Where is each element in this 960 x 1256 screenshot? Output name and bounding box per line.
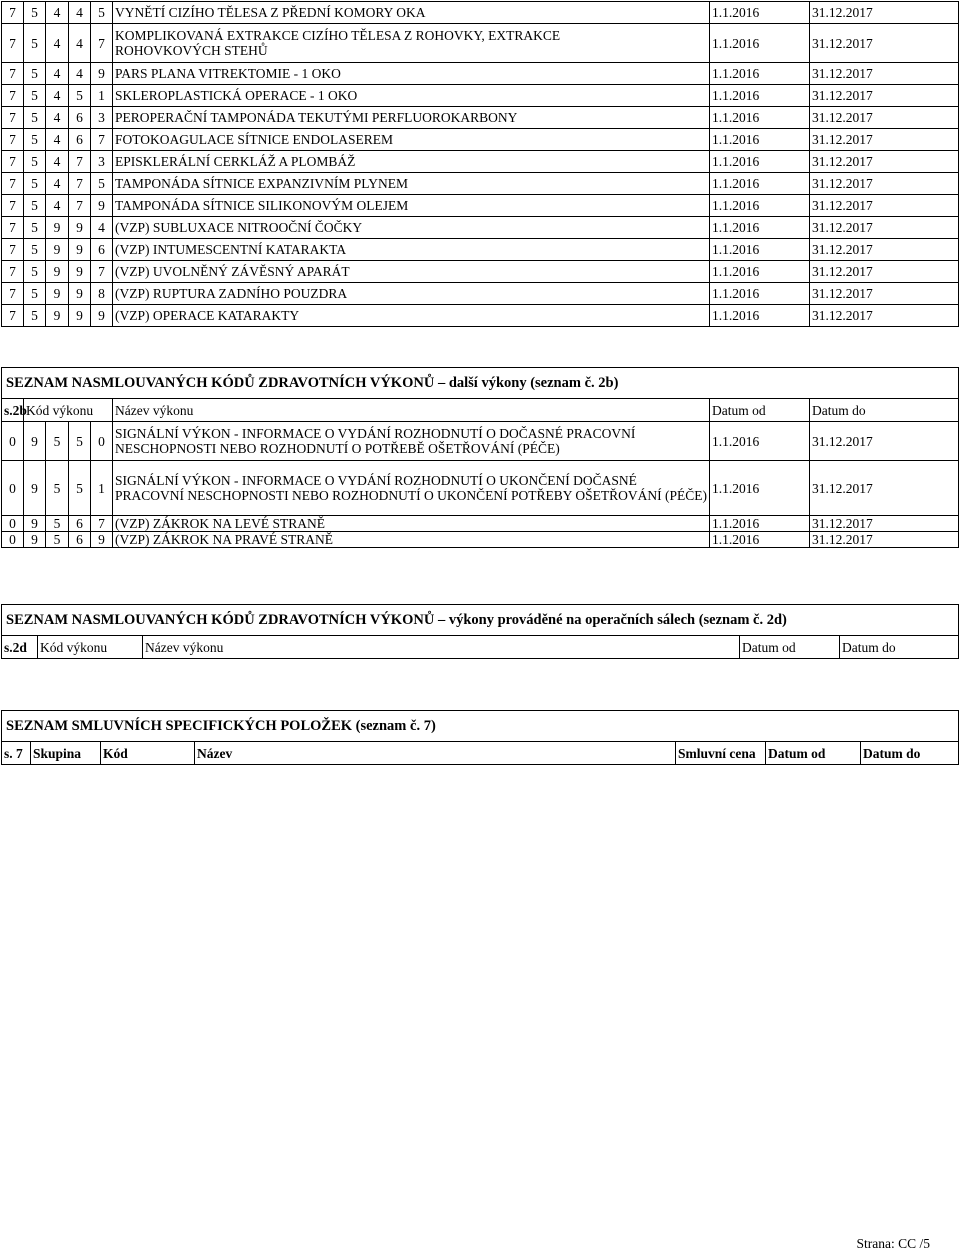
code-digit: 5 bbox=[24, 24, 46, 63]
col-header-name: Název výkonu bbox=[113, 399, 710, 422]
table-row bbox=[2, 239, 959, 261]
procedure-name: (VZP) ZÁKROK NA LEVÉ STRANĚ bbox=[113, 516, 710, 532]
code-digit: 9 bbox=[46, 217, 69, 239]
code-digit: 0 bbox=[2, 461, 24, 516]
code-digit: 4 bbox=[46, 2, 69, 24]
date-to: 31.12.2017 bbox=[810, 195, 959, 217]
code-digit: 7 bbox=[2, 63, 24, 85]
table-row bbox=[2, 516, 959, 532]
procedure-name: EPISKLERÁLNÍ CERKLÁŽ A PLOMBÁŽ bbox=[113, 151, 710, 173]
code-digit: 7 bbox=[91, 261, 113, 283]
code-digit: 5 bbox=[24, 217, 46, 239]
code-digit: 5 bbox=[91, 173, 113, 195]
list-2d-table bbox=[1, 604, 959, 659]
procedure-name: (VZP) UVOLNĚNÝ ZÁVĚSNÝ APARÁT bbox=[113, 261, 710, 283]
code-digit: 5 bbox=[24, 239, 46, 261]
date-to: 31.12.2017 bbox=[810, 129, 959, 151]
code-digit: 5 bbox=[91, 2, 113, 24]
code-digit: 6 bbox=[69, 532, 91, 548]
code-digit: 5 bbox=[24, 63, 46, 85]
date-from: 1.1.2016 bbox=[710, 283, 810, 305]
code-digit: 9 bbox=[24, 461, 46, 516]
col-header-code: s.2b bbox=[2, 399, 24, 422]
table-row bbox=[2, 85, 959, 107]
procedure-name: VYNĚTÍ CIZÍHO TĚLESA Z PŘEDNÍ KOMORY OKA bbox=[113, 2, 710, 24]
date-from: 1.1.2016 bbox=[710, 195, 810, 217]
code-digit: 0 bbox=[2, 422, 24, 461]
code-digit: 5 bbox=[24, 195, 46, 217]
code-digit: 5 bbox=[69, 85, 91, 107]
date-from: 1.1.2016 bbox=[710, 217, 810, 239]
table-row bbox=[2, 283, 959, 305]
table-row bbox=[2, 261, 959, 283]
col-header-to: Datum do bbox=[861, 742, 959, 765]
procedure-name: TAMPONÁDA SÍTNICE EXPANZIVNÍM PLYNEM bbox=[113, 173, 710, 195]
date-to: 31.12.2017 bbox=[810, 151, 959, 173]
code-digit: 7 bbox=[91, 516, 113, 532]
code-digit: 7 bbox=[2, 195, 24, 217]
date-from: 1.1.2016 bbox=[710, 461, 810, 516]
code-digit: 5 bbox=[24, 283, 46, 305]
procedure-name: (VZP) ZÁKROK NA PRAVÉ STRANĚ bbox=[113, 532, 710, 548]
code-digit: 4 bbox=[91, 217, 113, 239]
code-digit: 4 bbox=[46, 195, 69, 217]
code-digit: 7 bbox=[91, 24, 113, 63]
date-from: 1.1.2016 bbox=[710, 129, 810, 151]
code-digit: 7 bbox=[2, 24, 24, 63]
code-digit: 5 bbox=[24, 2, 46, 24]
code-digit: 9 bbox=[46, 261, 69, 283]
code-digit: 1 bbox=[91, 85, 113, 107]
date-to: 31.12.2017 bbox=[810, 239, 959, 261]
procedure-name: KOMPLIKOVANÁ EXTRAKCE CIZÍHO TĚLESA Z ROHOVKY, EXTRAKCE ROHOVKOVÝCH STEHŮ bbox=[113, 24, 710, 63]
col-header-name: Název výkonu bbox=[143, 636, 740, 659]
code-digit: 8 bbox=[91, 283, 113, 305]
col-header-to: Datum do bbox=[810, 399, 959, 422]
code-digit: 7 bbox=[69, 195, 91, 217]
code-digit: 5 bbox=[69, 461, 91, 516]
code-digit: 9 bbox=[46, 239, 69, 261]
table-row bbox=[2, 422, 959, 461]
code-digit: 9 bbox=[91, 305, 113, 327]
col-header-kod: Kód výkonu bbox=[24, 399, 113, 422]
code-digit: 7 bbox=[2, 173, 24, 195]
procedure-table bbox=[1, 1, 959, 327]
code-digit: 9 bbox=[91, 195, 113, 217]
code-digit: 5 bbox=[46, 516, 69, 532]
code-digit: 4 bbox=[46, 24, 69, 63]
code-digit: 5 bbox=[46, 532, 69, 548]
code-digit: 1 bbox=[91, 461, 113, 516]
date-from: 1.1.2016 bbox=[710, 239, 810, 261]
col-header-from: Datum od bbox=[740, 636, 840, 659]
code-digit: 4 bbox=[69, 2, 91, 24]
list-2b-table bbox=[1, 367, 959, 548]
code-digit: 5 bbox=[24, 173, 46, 195]
col-header-code: s.2d bbox=[2, 636, 38, 659]
procedure-name: TAMPONÁDA SÍTNICE SILIKONOVÝM OLEJEM bbox=[113, 195, 710, 217]
table-row bbox=[2, 63, 959, 85]
date-from: 1.1.2016 bbox=[710, 422, 810, 461]
col-header-to: Datum do bbox=[840, 636, 959, 659]
code-digit: 0 bbox=[91, 422, 113, 461]
code-digit: 9 bbox=[46, 283, 69, 305]
code-digit: 9 bbox=[24, 532, 46, 548]
code-digit: 5 bbox=[24, 129, 46, 151]
list-2b-title-main: SEZNAM NASMLOUVANÝCH KÓDŮ ZDRAVOTNÍCH VÝKONŮ bbox=[6, 374, 435, 391]
code-digit: 5 bbox=[69, 422, 91, 461]
date-to: 31.12.2017 bbox=[810, 24, 959, 63]
code-digit: 9 bbox=[69, 239, 91, 261]
table-row bbox=[2, 217, 959, 239]
procedure-name: SKLEROPLASTICKÁ OPERACE - 1 OKO bbox=[113, 85, 710, 107]
code-digit: 4 bbox=[46, 173, 69, 195]
code-digit: 7 bbox=[91, 129, 113, 151]
code-digit: 7 bbox=[2, 85, 24, 107]
date-from: 1.1.2016 bbox=[710, 24, 810, 63]
code-digit: 9 bbox=[24, 422, 46, 461]
col-header-price: Smluvní cena bbox=[676, 742, 766, 765]
code-digit: 7 bbox=[2, 261, 24, 283]
list-2d-title bbox=[2, 605, 959, 636]
col-header-from: Datum od bbox=[710, 399, 810, 422]
date-to: 31.12.2017 bbox=[810, 261, 959, 283]
list-2d-header-row bbox=[2, 636, 959, 659]
procedure-name: (VZP) RUPTURA ZADNÍHO POUZDRA bbox=[113, 283, 710, 305]
code-digit: 6 bbox=[69, 129, 91, 151]
col-header-kod: Kód výkonu bbox=[38, 636, 143, 659]
date-to: 31.12.2017 bbox=[810, 63, 959, 85]
table-row bbox=[2, 532, 959, 548]
date-from: 1.1.2016 bbox=[710, 2, 810, 24]
date-to: 31.12.2017 bbox=[810, 283, 959, 305]
code-digit: 7 bbox=[2, 2, 24, 24]
code-digit: 7 bbox=[69, 151, 91, 173]
code-digit: 7 bbox=[2, 107, 24, 129]
list-2b-title-sub: – další výkony (seznam č. 2b) bbox=[434, 374, 619, 391]
table-row bbox=[2, 173, 959, 195]
code-digit: 5 bbox=[24, 151, 46, 173]
procedure-name: PEROPERAČNÍ TAMPONÁDA TEKUTÝMI PERFLUOROKARBONY bbox=[113, 107, 710, 129]
code-digit: 0 bbox=[2, 532, 24, 548]
code-digit: 9 bbox=[69, 283, 91, 305]
date-to: 31.12.2017 bbox=[810, 85, 959, 107]
date-from: 1.1.2016 bbox=[710, 305, 810, 327]
code-digit: 9 bbox=[69, 261, 91, 283]
code-digit: 6 bbox=[91, 239, 113, 261]
date-from: 1.1.2016 bbox=[710, 261, 810, 283]
code-digit: 5 bbox=[24, 261, 46, 283]
list-7-table bbox=[1, 710, 959, 765]
date-to: 31.12.2017 bbox=[810, 173, 959, 195]
code-digit: 7 bbox=[2, 151, 24, 173]
col-header-name: Název bbox=[195, 742, 676, 765]
date-from: 1.1.2016 bbox=[710, 85, 810, 107]
date-from: 1.1.2016 bbox=[710, 532, 810, 548]
code-digit: 9 bbox=[24, 516, 46, 532]
code-digit: 7 bbox=[2, 283, 24, 305]
code-digit: 7 bbox=[2, 217, 24, 239]
code-digit: 7 bbox=[2, 305, 24, 327]
code-digit: 4 bbox=[69, 63, 91, 85]
code-digit: 7 bbox=[2, 239, 24, 261]
list-7-title: SEZNAM SMLUVNÍCH SPECIFICKÝCH POLOŽEK (seznam č. 7) bbox=[2, 711, 959, 742]
table-row bbox=[2, 151, 959, 173]
date-to: 31.12.2017 bbox=[810, 532, 959, 548]
table-row bbox=[2, 129, 959, 151]
date-from: 1.1.2016 bbox=[710, 107, 810, 129]
table-row bbox=[2, 2, 959, 24]
code-digit: 3 bbox=[91, 107, 113, 129]
list-7-header-row bbox=[2, 742, 959, 765]
code-digit: 9 bbox=[46, 305, 69, 327]
date-to: 31.12.2017 bbox=[810, 217, 959, 239]
col-header-code: s. 7 bbox=[2, 742, 31, 765]
date-to: 31.12.2017 bbox=[810, 516, 959, 532]
col-header-group: Skupina bbox=[31, 742, 101, 765]
code-digit: 5 bbox=[46, 422, 69, 461]
code-digit: 7 bbox=[2, 129, 24, 151]
date-to: 31.12.2017 bbox=[810, 422, 959, 461]
code-digit: 4 bbox=[46, 63, 69, 85]
code-digit: 5 bbox=[24, 107, 46, 129]
code-digit: 6 bbox=[69, 107, 91, 129]
code-digit: 4 bbox=[46, 129, 69, 151]
code-digit: 4 bbox=[69, 24, 91, 63]
date-from: 1.1.2016 bbox=[710, 173, 810, 195]
procedure-name: FOTOKOAGULACE SÍTNICE ENDOLASEREM bbox=[113, 129, 710, 151]
date-to: 31.12.2017 bbox=[810, 107, 959, 129]
list-2d-title-sub: – výkony prováděné na operačních sálech (seznam č. 2d) bbox=[434, 611, 787, 628]
procedure-name: SIGNÁLNÍ VÝKON - INFORMACE O VYDÁNÍ ROZHODNUTÍ O UKONČENÍ DOČASNÉ PRACOVNÍ NESCHOPNOSTI NEBO ROZHODNUTÍ O UKONČENÍ POTŘEBY OŠETŘOVÁNÍ (PÉČE) bbox=[113, 461, 710, 516]
date-from: 1.1.2016 bbox=[710, 63, 810, 85]
list-2b-title bbox=[2, 368, 959, 399]
code-digit: 7 bbox=[69, 173, 91, 195]
procedure-name: PARS PLANA VITREKTOMIE - 1 OKO bbox=[113, 63, 710, 85]
table-row bbox=[2, 461, 959, 516]
procedure-name: SIGNÁLNÍ VÝKON - INFORMACE O VYDÁNÍ ROZHODNUTÍ O DOČASNÉ PRACOVNÍ NESCHOPNOSTI NEBO ROZHODNUTÍ O POTŘEBĚ OŠETŘOVÁNÍ (PÉČE) bbox=[113, 422, 710, 461]
col-header-kod: Kód bbox=[101, 742, 195, 765]
table-row bbox=[2, 107, 959, 129]
date-to: 31.12.2017 bbox=[810, 305, 959, 327]
code-digit: 9 bbox=[69, 217, 91, 239]
date-from: 1.1.2016 bbox=[710, 151, 810, 173]
code-digit: 9 bbox=[91, 532, 113, 548]
procedure-name: (VZP) OPERACE KATARAKTY bbox=[113, 305, 710, 327]
code-digit: 3 bbox=[91, 151, 113, 173]
code-digit: 6 bbox=[69, 516, 91, 532]
procedure-name: (VZP) INTUMESCENTNÍ KATARAKTA bbox=[113, 239, 710, 261]
code-digit: 4 bbox=[46, 85, 69, 107]
date-from: 1.1.2016 bbox=[710, 516, 810, 532]
code-digit: 4 bbox=[46, 107, 69, 129]
procedure-name: (VZP) SUBLUXACE NITROOČNÍ ČOČKY bbox=[113, 217, 710, 239]
list-2d-title-main: SEZNAM NASMLOUVANÝCH KÓDŮ ZDRAVOTNÍCH VÝKONŮ bbox=[6, 611, 435, 628]
table-row bbox=[2, 305, 959, 327]
code-digit: 9 bbox=[69, 305, 91, 327]
page-number: Strana: CC /5 bbox=[856, 1236, 930, 1251]
list-2b-header-row bbox=[2, 399, 959, 422]
date-to: 31.12.2017 bbox=[810, 2, 959, 24]
code-digit: 5 bbox=[24, 305, 46, 327]
code-digit: 9 bbox=[91, 63, 113, 85]
code-digit: 0 bbox=[2, 516, 24, 532]
table-row bbox=[2, 195, 959, 217]
table-row bbox=[2, 24, 959, 63]
date-to: 31.12.2017 bbox=[810, 461, 959, 516]
code-digit: 5 bbox=[24, 85, 46, 107]
code-digit: 4 bbox=[46, 151, 69, 173]
col-header-from: Datum od bbox=[766, 742, 861, 765]
code-digit: 5 bbox=[46, 461, 69, 516]
